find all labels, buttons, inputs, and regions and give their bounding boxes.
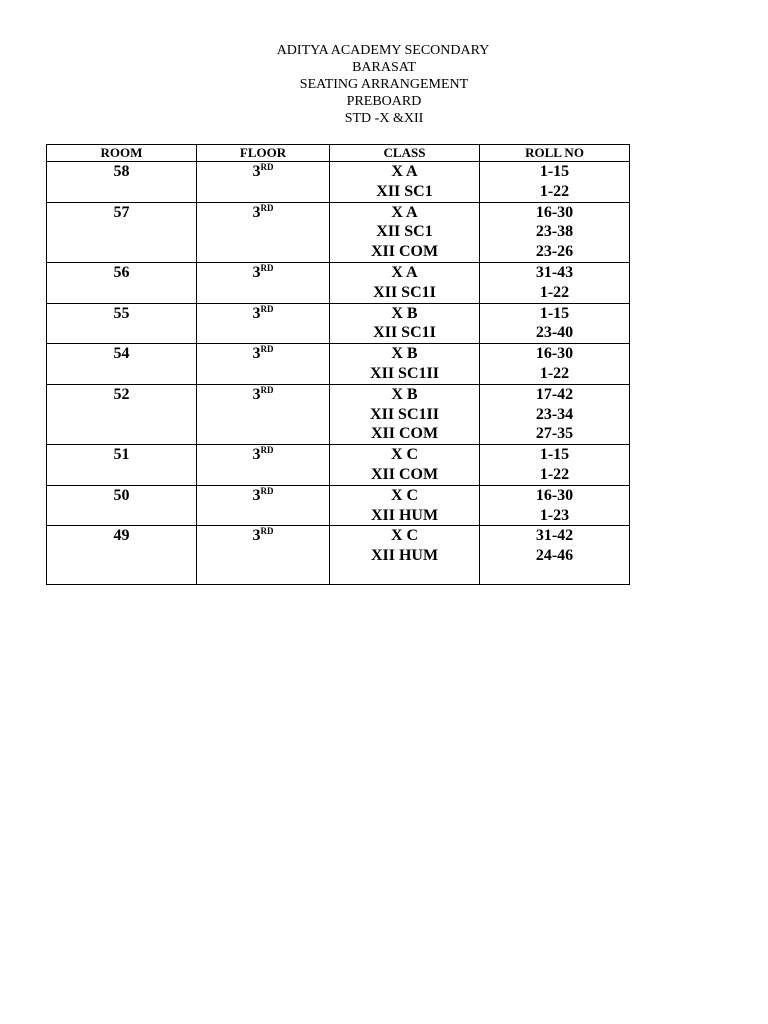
class-name: XII HUM [370,547,439,565]
roll-cell [480,384,630,444]
roll-range: 16-30 [535,486,574,504]
floor-cell [197,162,330,203]
floor-ordinal-suffix: RD [260,262,274,273]
roll-range: 23-26 [535,243,574,261]
room-cell [47,303,197,344]
class-cell [330,445,480,486]
roll-range: 1-15 [539,163,570,180]
class-cell [330,303,480,344]
room-number: 55 [113,304,130,322]
class-name: X B [391,385,418,403]
table-row [47,445,630,486]
floor-cell [197,303,330,344]
roll-range: 1-22 [539,465,570,483]
floor-ordinal-suffix: RD [260,303,274,314]
seating-table [46,144,630,585]
room-number: 52 [113,385,130,403]
floor-number: 3 [252,446,261,464]
floor-number: 3 [252,345,261,363]
class-cell [330,202,480,262]
roll-range: 31-43 [535,263,574,281]
room-cell [47,162,197,203]
roll-range: 1-15 [539,304,570,322]
class-name: X B [391,345,418,363]
class-name: X A [391,163,418,180]
roll-range: 1-23 [539,506,570,524]
floor-cell [197,384,330,444]
class-name: XII SC1II [370,405,439,423]
table-row [47,262,630,303]
roll-range: 17-42 [535,385,574,403]
class-name: X A [391,263,418,281]
roll-range: 27-35 [535,425,574,443]
roll-range: 23-40 [535,324,574,342]
column-header-floor: FLOOR [197,145,330,162]
room-number: 49 [113,527,130,545]
exam-name: PREBOARD [346,94,422,109]
room-cell [47,485,197,526]
floor-cell [197,526,330,585]
floor-ordinal-suffix: RD [260,344,274,355]
class-name: X C [390,486,419,504]
table-row [47,344,630,385]
class-name: XII SC1 [376,182,433,200]
roll-cell [480,485,630,526]
class-cell [330,262,480,303]
floor-ordinal-suffix: RD [260,485,274,496]
floor-ordinal-suffix: RD [260,202,274,213]
table-row [47,303,630,344]
floor-cell [197,344,330,385]
floor-number: 3 [252,486,261,504]
class-name: XII HUM [370,506,439,524]
standard-label: STD -X &XII [344,111,424,126]
floor-ordinal-suffix: RD [260,526,274,537]
roll-range: 1-22 [539,182,570,200]
roll-cell [480,262,630,303]
roll-range: 24-46 [535,547,574,565]
roll-range: 16-30 [535,345,574,363]
floor-number: 3 [252,385,261,403]
class-cell [330,384,480,444]
class-cell [330,485,480,526]
room-number: 57 [113,203,130,221]
school-location: BARASAT [352,60,416,75]
seating-table-body [47,162,630,585]
table-row [47,202,630,262]
school-name: ADITYA ACADEMY SECONDARY [276,43,490,58]
column-header-class: CLASS [330,145,480,162]
room-number: 51 [113,446,130,464]
room-cell [47,445,197,486]
class-name: X A [391,203,418,221]
roll-range: 31-42 [535,527,574,545]
class-cell [330,344,480,385]
class-name: XII COM [370,425,439,443]
roll-cell [480,303,630,344]
room-number: 58 [113,163,130,180]
roll-range: 1-15 [539,446,570,464]
class-name: X C [390,527,419,545]
floor-number: 3 [252,263,261,281]
class-name: XII SC1I [373,324,436,342]
room-cell [47,262,197,303]
floor-ordinal-suffix: RD [260,384,274,395]
roll-cell [480,445,630,486]
class-name: XII COM [370,243,439,261]
room-number: 54 [113,345,130,363]
floor-cell [197,202,330,262]
table-row [47,526,630,585]
roll-cell [480,202,630,262]
class-cell [330,526,480,585]
roll-range: 1-22 [539,283,570,301]
floor-number: 3 [252,203,261,221]
room-cell [47,202,197,262]
floor-cell [197,485,330,526]
class-name: XII SC1I [373,283,436,301]
floor-ordinal-suffix: RD [260,162,274,172]
room-number: 56 [113,263,130,281]
roll-cell [480,344,630,385]
floor-number: 3 [252,163,261,180]
floor-number: 3 [252,527,261,545]
table-row [47,384,630,444]
room-cell [47,384,197,444]
floor-cell [197,262,330,303]
roll-range: 16-30 [535,203,574,221]
room-cell [47,526,197,585]
class-name: XII SC1II [370,364,439,382]
floor-number: 3 [252,304,261,322]
roll-range: 23-34 [535,405,574,423]
class-name: X B [391,304,418,322]
document-title: SEATING ARRANGEMENT [299,77,469,92]
room-cell [47,344,197,385]
document-header [0,42,768,127]
class-name: X C [390,446,419,464]
class-name: XII SC1 [376,223,433,241]
table-row [47,162,630,203]
roll-cell [480,526,630,585]
floor-cell [197,445,330,486]
class-name: XII COM [370,465,439,483]
class-cell [330,162,480,203]
roll-cell [480,162,630,203]
roll-range: 23-38 [535,223,574,241]
table-header-row [47,145,630,162]
floor-ordinal-suffix: RD [260,445,274,456]
column-header-room: ROOM [47,145,197,162]
table-row [47,485,630,526]
column-header-roll-no: ROLL NO [480,145,630,162]
room-number: 50 [113,486,130,504]
roll-range: 1-22 [539,364,570,382]
